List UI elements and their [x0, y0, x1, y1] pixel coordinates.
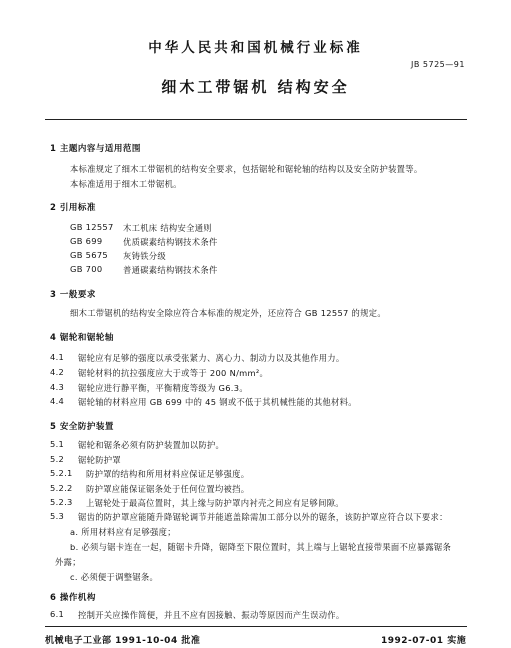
subclause-b: b. 必须与锯卡连在一起，随锯卡升降，锯降至下限位置时，其上端与上锯轮直接带果面不应暴露锯条 [70, 542, 452, 552]
section-3-para-1: 细木工带锯机的结构安全除应符合本标准的规定外，还应符合 GB 12557 的规定。 [70, 308, 386, 318]
clause-number: 5.2 [50, 454, 65, 464]
ref-name: 普通碳素结构钢技术条件 [123, 265, 218, 275]
ref-name: 灰铸铁分级 [123, 251, 166, 261]
header-divider [45, 119, 467, 120]
ref-code: GB 5675 [70, 250, 108, 260]
clause-number: 4.3 [50, 382, 65, 392]
clause-text: 防护罩的结构和所用材料应保证足够强度。 [86, 469, 250, 479]
section-6-heading: 6 操作机构 [50, 593, 96, 603]
section-4-heading: 4 锯轮和锯轮轴 [50, 333, 114, 343]
clause-text: 锯轮材料的抗拉强度应大于或等于 200 N/mm²。 [78, 368, 269, 378]
clause-text: 锯轮和锯条必须有防护装置加以防护。 [78, 440, 225, 450]
clause-number: 5.2.2 [50, 483, 73, 493]
clause-text: 锯轮轴的材料应用 GB 699 中的 45 钢或不低于其机械性能的其他材料。 [78, 397, 357, 407]
clause-text: 上锯轮处于最高位置时，其上缘与防护罩内衬壳之间应有足够间隙。 [86, 498, 344, 508]
approval-line: 机械电子工业部 1991-10-04 批准 [45, 636, 201, 646]
clause-number: 5.3 [50, 511, 65, 521]
section-1-para-1: 本标准规定了细木工带锯机的结构安全要求，包括锯轮和锯轮轴的结构以及安全防护装置等。 [70, 164, 423, 174]
standard-organization: 中华人民共和国机械行业标准 [148, 40, 363, 56]
ref-code: GB 699 [70, 236, 103, 246]
clause-number: 5.2.3 [50, 497, 73, 507]
ref-code: GB 700 [70, 264, 103, 274]
ref-name: 优质碳素结构钢技术条件 [123, 237, 218, 247]
clause-text: 锯轮应有足够的强度以承受张紧力、离心力、制动力以及其他作用力。 [78, 353, 345, 363]
section-5-heading: 5 安全防护装置 [50, 422, 114, 432]
subclause-b-continued: 外露； [55, 557, 81, 567]
document-title: 细木工带锯机 结构安全 [161, 78, 350, 96]
clause-number: 4.2 [50, 367, 65, 377]
implementation-date: 1992-07-01 实施 [381, 636, 467, 646]
section-3-heading: 3 一般要求 [50, 290, 96, 300]
footer-divider [45, 626, 467, 627]
clause-number: 4.4 [50, 396, 65, 406]
standard-number: JB 5725—91 [411, 60, 465, 69]
clause-number: 5.2.1 [50, 468, 73, 478]
ref-name: 木工机床 结构安全通则 [123, 223, 212, 233]
section-2-heading: 2 引用标准 [50, 203, 96, 213]
clause-text: 锯轮应进行静平衡，平衡精度等级为 G6.3。 [78, 383, 248, 393]
subclause-c: c. 必须便于调整锯条。 [70, 572, 159, 582]
ref-code: GB 12557 [70, 222, 114, 232]
section-1-heading: 1 主题内容与适用范围 [50, 144, 141, 154]
clause-text: 锯轮防护罩 [78, 455, 121, 465]
clause-number: 5.1 [50, 439, 65, 449]
clause-text: 防护罩应能保证锯条处于任何位置均被挡。 [86, 484, 250, 494]
clause-number: 6.1 [50, 609, 65, 619]
clause-text: 控制开关应操作简便，并且不应有因接触、振动等原因而产生误动作。 [78, 610, 345, 620]
subclause-a: a. 所用材料应有足够强度； [70, 527, 176, 537]
clause-text: 锯齿的防护罩应能随升降锯轮调节并能遮盖除需加工部分以外的锯条，该防护罩应符合以下要求： [78, 512, 448, 522]
clause-number: 4.1 [50, 352, 65, 362]
section-1-para-2: 本标准适用于细木工带锯机。 [70, 179, 182, 189]
